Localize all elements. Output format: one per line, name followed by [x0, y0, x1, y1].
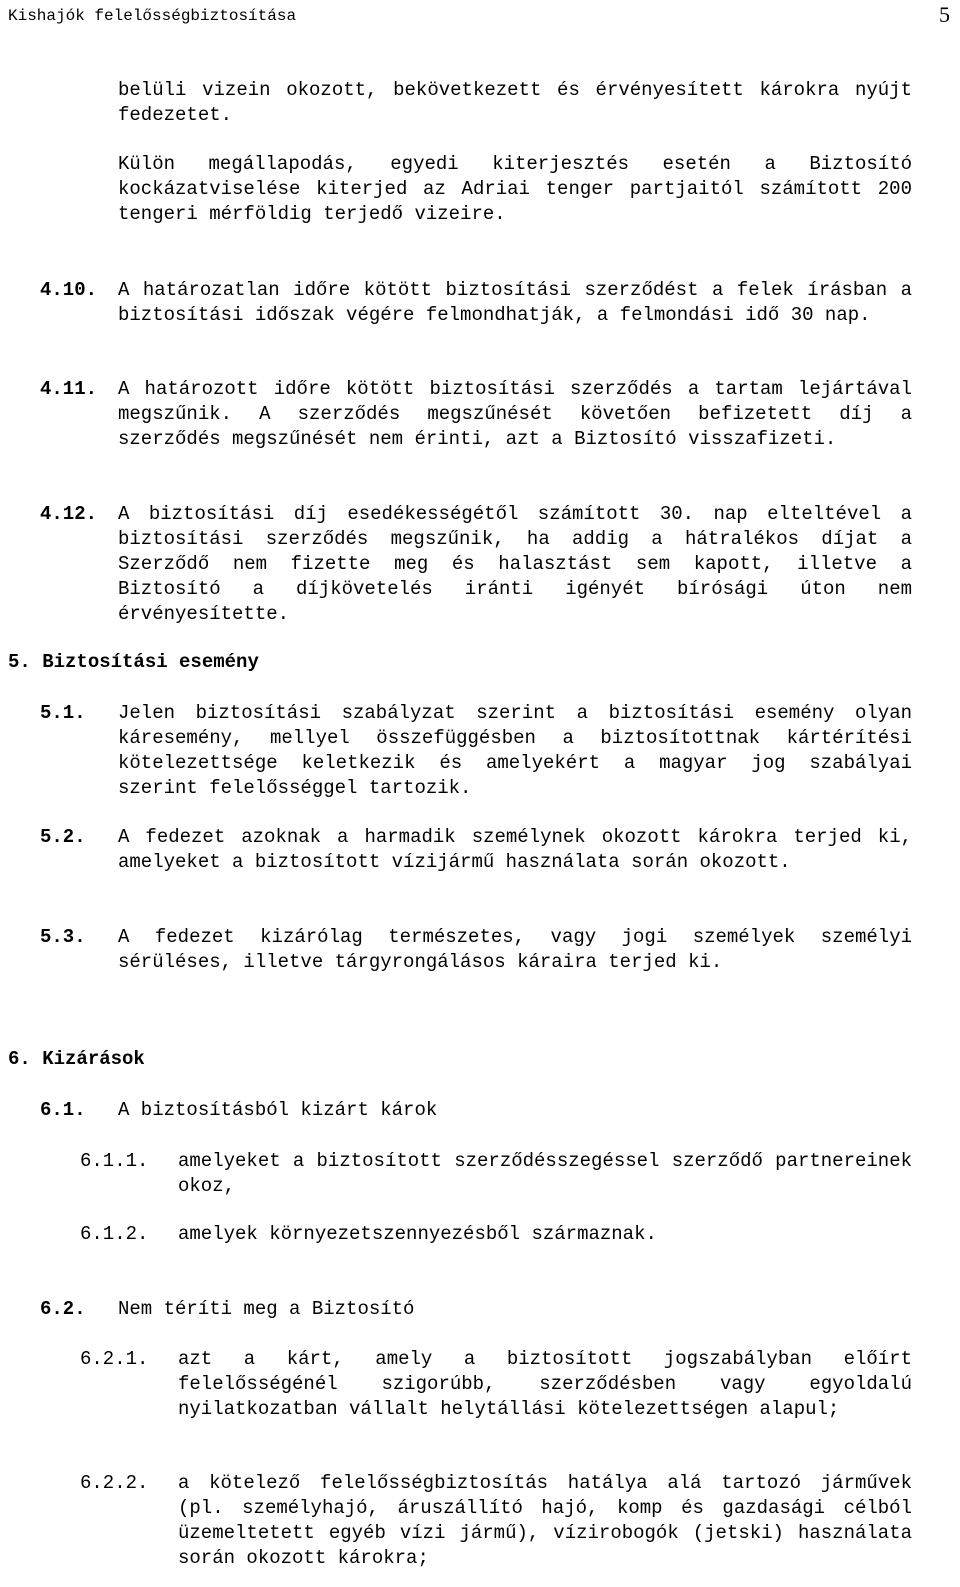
section-number-4-11: 4.11. [40, 378, 98, 400]
section-number-6-1-1: 6.1.1. [80, 1150, 149, 1172]
section-text-6-2-1: azt a kárt, amely a biztosított jogszabályban előírt felelősségénél szigorúbb, szerződésben vagy egyoldalú nyilatkozatban vállalt helytállási kötelezettségen alapul; [178, 1348, 912, 1420]
section-heading-5: 5. Biztosítási esemény [8, 651, 259, 673]
section-text-6-1-1: amelyeket a biztosított szerződésszegéssel szerződő partnereinek okoz, [178, 1150, 912, 1197]
section-number-6-2-2: 6.2.2. [80, 1472, 149, 1494]
continuation-paragraph-1: belüli vizein okozott, bekövetkezett és érvényesített károkra nyújt fedezetet. [118, 79, 912, 126]
section-text-4-12: A biztosítási díj esedékességétől számított 30. nap elteltével a biztosítási szerződés megszűnik, ha addig a hátralékos díjat a Szerződő nem fizette meg és halasztást sem kapott, illetve a Biztosító a díjkövetelés iránti igényét bírósági úton nem érvényesítette. [118, 503, 912, 625]
section-text-5-3: A fedezet kizárólag természetes, vagy jogi személyek személyi sérüléses, illetve tárgyrongálásos káraira terjed ki. [118, 926, 912, 973]
section-text-6-2: Nem téríti meg a Biztosító [118, 1298, 415, 1320]
section-text-6-2-2: a kötelező felelősségbiztosítás hatálya alá tartozó járművek (pl. személyhajó, áruszállító hajó, komp és gazdasági célból üzemeltetett egyéb vízi jármű), vízirobogók (jetski) használata során okozott károkra; [178, 1472, 912, 1569]
section-number-4-10: 4.10. [40, 279, 98, 301]
section-number-6-2: 6.2. [40, 1298, 86, 1320]
page-number: 5 [939, 2, 950, 27]
section-text-5-2: A fedezet azoknak a harmadik személynek okozott károkra terjed ki, amelyeket a biztosított vízijármű használata során okozott. [118, 826, 912, 873]
section-number-4-12: 4.12. [40, 503, 98, 525]
section-number-5-2: 5.2. [40, 826, 86, 848]
section-text-4-10: A határozatlan időre kötött biztosítási szerződést a felek írásban a biztosítási időszak végére felmondhatják, a felmondási idő 30 nap. [118, 279, 912, 326]
section-number-5-3: 5.3. [40, 926, 86, 948]
section-text-6-1-2: amelyek környezetszennyezésből származnak. [178, 1223, 657, 1245]
section-number-6-1: 6.1. [40, 1099, 86, 1121]
section-number-5-1: 5.1. [40, 702, 86, 724]
section-text-4-11: A határozott időre kötött biztosítási szerződés a tartam lejártával megszűnik. A szerződés megszűnését követően befizetett díj a szerződés megszűnését nem érinti, azt a Biztosító visszafizeti. [118, 378, 912, 450]
section-heading-6: 6. Kizárások [8, 1048, 145, 1070]
section-text-6-1: A biztosításból kizárt károk [118, 1099, 438, 1121]
section-number-6-1-2: 6.1.2. [80, 1223, 149, 1245]
running-header-title: Kishajók felelősségbiztosítása [8, 7, 297, 25]
continuation-paragraph-2: Külön megállapodás, egyedi kiterjesztés esetén a Biztosító kockázatviselése kiterjed az Adriai tenger partjaitól számított 200 tengeri mérföldig terjedő vizeire. [118, 153, 912, 225]
section-text-5-1: Jelen biztosítási szabályzat szerint a biztosítási esemény olyan káresemény, mellyel összefüggésben a biztosítottnak kártérítési kötelezettsége keletkezik és amelyekért a magyar jog szabályai szerint felelősséggel tartozik. [118, 702, 912, 799]
section-number-6-2-1: 6.2.1. [80, 1348, 149, 1370]
